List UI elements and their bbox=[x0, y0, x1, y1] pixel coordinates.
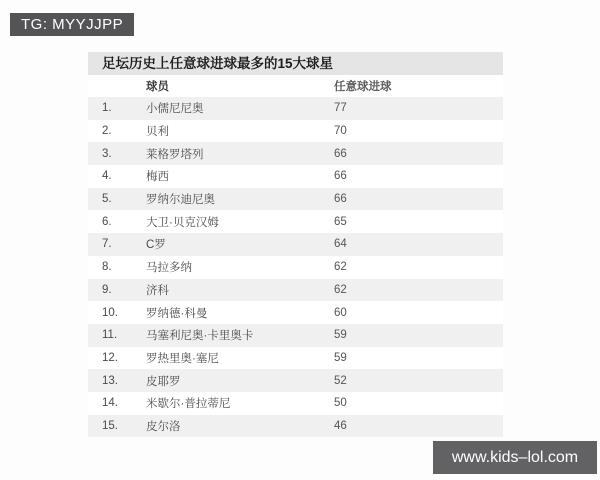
goals-cell: 64 bbox=[334, 238, 347, 251]
rank-cell: 4. bbox=[102, 170, 112, 183]
table-row bbox=[88, 256, 503, 279]
table-row bbox=[88, 392, 503, 415]
goals-cell: 66 bbox=[334, 193, 347, 206]
rank-cell: 7. bbox=[102, 238, 112, 251]
rank-cell: 10. bbox=[102, 306, 118, 319]
player-cell: 米歇尔·普拉蒂尼 bbox=[146, 398, 231, 411]
rank-cell: 12. bbox=[102, 351, 118, 364]
goals-cell: 62 bbox=[334, 261, 347, 274]
goals-cell: 60 bbox=[334, 306, 347, 319]
freekick-ranking-table bbox=[88, 52, 503, 437]
rank-cell: 9. bbox=[102, 283, 112, 296]
goals-cell: 46 bbox=[334, 419, 347, 432]
table-row bbox=[88, 233, 503, 256]
player-cell: 皮尔洛 bbox=[146, 420, 181, 433]
rank-cell: 5. bbox=[102, 193, 112, 206]
goals-cell: 52 bbox=[334, 374, 347, 387]
rank-cell: 3. bbox=[102, 147, 112, 160]
rank-cell: 1. bbox=[102, 102, 112, 115]
table-row bbox=[88, 324, 503, 347]
table-row bbox=[88, 165, 503, 188]
player-cell: C罗 bbox=[146, 239, 166, 252]
rank-cell: 13. bbox=[102, 374, 118, 387]
table-header-row bbox=[88, 75, 503, 97]
table-row bbox=[88, 120, 503, 143]
player-cell: 罗纳德·科曼 bbox=[146, 307, 208, 320]
player-cell: 皮耶罗 bbox=[146, 375, 181, 388]
goals-cell: 50 bbox=[334, 397, 347, 410]
table-title: 足坛历史上任意球进球最多的15大球星 bbox=[88, 52, 503, 75]
table-row bbox=[88, 369, 503, 392]
table-row bbox=[88, 415, 503, 438]
player-cell: 罗纳尔迪尼奥 bbox=[146, 194, 215, 207]
table-row bbox=[88, 301, 503, 324]
table-row bbox=[88, 188, 503, 211]
player-cell: 莱格罗塔列 bbox=[146, 148, 204, 161]
table-row bbox=[88, 279, 503, 302]
header-goals: 任意球进球 bbox=[334, 81, 392, 93]
player-cell: 小儒尼尼奥 bbox=[146, 103, 204, 116]
website-watermark-badge: www.kids–lol.com bbox=[433, 441, 597, 474]
goals-cell: 66 bbox=[334, 147, 347, 160]
goals-cell: 62 bbox=[334, 283, 347, 296]
header-player: 球员 bbox=[146, 81, 169, 93]
goals-cell: 77 bbox=[334, 102, 347, 115]
rank-cell: 8. bbox=[102, 261, 112, 274]
table-body bbox=[88, 97, 503, 437]
goals-cell: 59 bbox=[334, 329, 347, 342]
rank-cell: 14. bbox=[102, 397, 118, 410]
player-cell: 梅西 bbox=[146, 171, 169, 184]
player-cell: 济科 bbox=[146, 284, 169, 297]
goals-cell: 65 bbox=[334, 215, 347, 228]
rank-cell: 2. bbox=[102, 125, 112, 138]
player-cell: 马拉多纳 bbox=[146, 262, 192, 275]
player-cell: 罗热里奥·塞尼 bbox=[146, 352, 219, 365]
rank-cell: 15. bbox=[102, 419, 118, 432]
goals-cell: 70 bbox=[334, 125, 347, 138]
player-cell: 马塞利尼奥·卡里奥卡 bbox=[146, 330, 254, 343]
table-row bbox=[88, 210, 503, 233]
rank-cell: 6. bbox=[102, 215, 112, 228]
table-row bbox=[88, 97, 503, 120]
player-cell: 贝利 bbox=[146, 126, 169, 139]
rank-cell: 11. bbox=[102, 329, 118, 342]
table-row bbox=[88, 347, 503, 370]
goals-cell: 66 bbox=[334, 170, 347, 183]
tg-watermark-badge: TG: MYYJJPP bbox=[10, 13, 134, 36]
table-row bbox=[88, 142, 503, 165]
goals-cell: 59 bbox=[334, 351, 347, 364]
player-cell: 大卫·贝克汉姆 bbox=[146, 216, 219, 229]
